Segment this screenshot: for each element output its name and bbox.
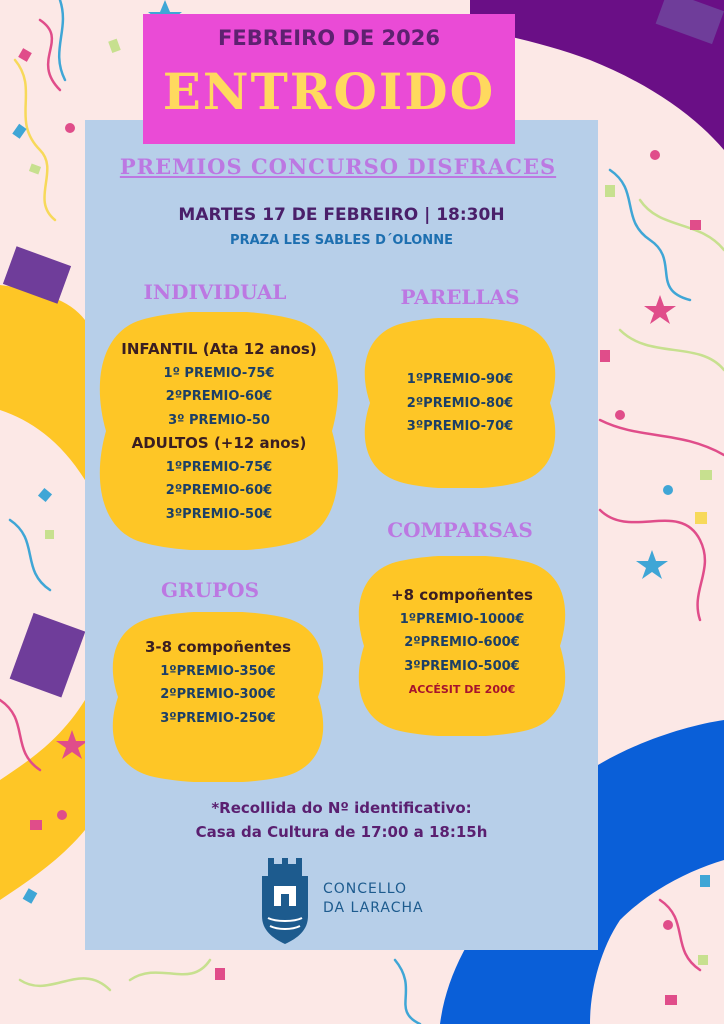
logo-text-line2: DA LARACHA	[323, 900, 424, 916]
blob-individual	[96, 312, 342, 550]
header-title: ENTROIDO	[162, 62, 496, 121]
comparsas-line-0: +8 compoñentes	[391, 586, 533, 604]
event-venue: PRAZA LES SABLES D´OLONNE	[230, 233, 453, 248]
blob-grupos	[110, 612, 326, 782]
comparsas-line-3: 3ºPREMIO-500€	[404, 658, 520, 674]
category-parellas-title: PARELLAS	[400, 285, 520, 309]
blob-comparsas	[356, 556, 568, 736]
individual-line-0: INFANTIL (Ata 12 anos)	[121, 340, 317, 358]
purple-bottle-left	[10, 613, 86, 698]
subtitle: PREMIOS CONCURSO DISFRACES	[119, 154, 557, 179]
castle-shield-icon	[258, 858, 312, 946]
individual-line-4: ADULTOS (+12 anos)	[131, 434, 307, 452]
individual-line-6: 2ºPREMIO-60€	[165, 483, 273, 498]
blob-parellas	[362, 318, 558, 488]
individual-line-3: 3º PREMIO-50	[168, 412, 270, 428]
pickup-note	[85, 796, 598, 844]
comparsas-line-1: 1ºPREMIO-1000€	[399, 611, 525, 627]
pickup-note-line1: *Recollida do Nº identificativo:	[211, 799, 472, 817]
logo-text-line1: CONCELLO	[323, 881, 408, 897]
header-date: FEBREIRO DE 2026	[218, 26, 440, 50]
yellow-ribbon-lower	[0, 700, 85, 900]
parellas-line-1: 2ºPREMIO-80€	[406, 395, 514, 411]
grupos-line-3: 3ºPREMIO-250€	[160, 710, 276, 726]
parellas-line-0: 1ºPREMIO-90€	[406, 372, 514, 387]
category-comparsas-title: COMPARSAS	[387, 518, 533, 542]
pickup-note-line2: Casa da Cultura de 17:00 a 18:15h	[195, 823, 488, 841]
grupos-line-2: 2ºPREMIO-300€	[160, 687, 276, 702]
event-datetime: MARTES 17 DE FEBREIRO | 18:30H	[178, 205, 505, 225]
category-individual-title: INDIVIDUAL	[143, 280, 287, 304]
comparsas-accesit: ACCÉSIT DE 200€	[408, 683, 516, 696]
parellas-line-2: 3ºPREMIO-70€	[406, 419, 514, 434]
comparsas-line-2: 2ºPREMIO-600€	[404, 635, 520, 650]
grupos-line-1: 1ºPREMIO-350€	[160, 663, 276, 679]
grupos-line-0: 3-8 compoñentes	[145, 638, 291, 656]
yellow-ribbon	[0, 285, 85, 480]
category-grupos-title: GRUPOS	[160, 578, 260, 602]
individual-line-5: 1ºPREMIO-75€	[165, 459, 273, 475]
individual-line-1: 1º PREMIO-75€	[163, 365, 275, 381]
individual-line-7: 3ºPREMIO-50€	[165, 506, 273, 522]
individual-line-2: 2ºPREMIO-60€	[165, 389, 273, 404]
